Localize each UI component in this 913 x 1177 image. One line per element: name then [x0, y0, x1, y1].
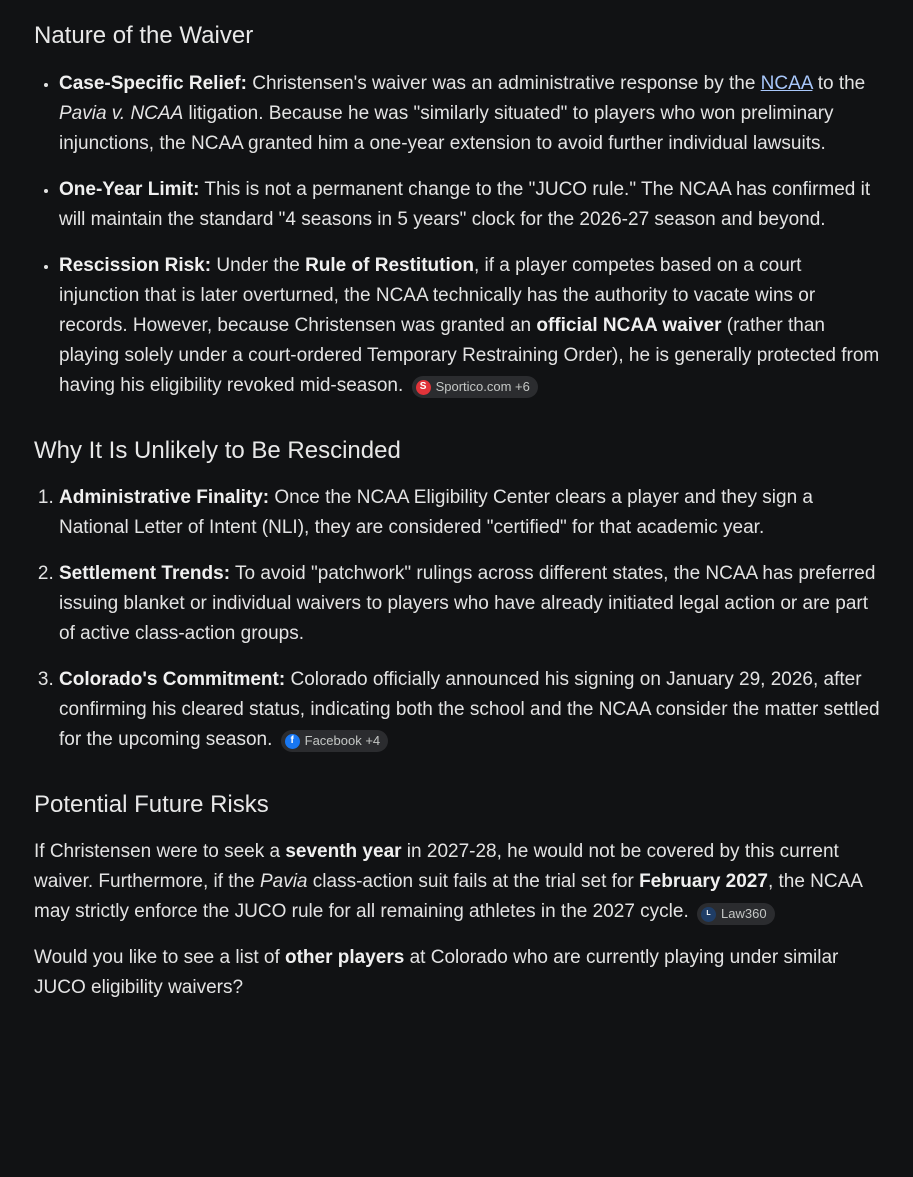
para-text: Would you like to see a list of	[34, 947, 285, 968]
source-chip-sportico[interactable]	[412, 376, 538, 398]
heading-why-unlikely: Why It Is Unlikely to Be Rescinded	[34, 437, 401, 464]
source-chip-law360[interactable]	[697, 903, 775, 925]
bold-term: Rule of Restitution	[305, 255, 474, 276]
item-text: This is not a permanent change to the "JUCO rule." The NCAA has confirmed it will maintain the standard "4 seasons in 5 years" clock for the 2026-27 season and beyond.	[59, 179, 871, 230]
item-title: One-Year Limit:	[59, 179, 200, 200]
item-text: Under the	[211, 255, 306, 276]
list-item	[59, 69, 883, 159]
list-item	[59, 483, 883, 543]
follow-up-question	[34, 943, 883, 1003]
list-item	[59, 665, 883, 755]
chip-label: Facebook +4	[304, 733, 381, 748]
item-title: Administrative Finality:	[59, 487, 270, 508]
item-text: Once the NCAA Eligibility Center clears a player and they sign a National Letter of Intent (NLI), they are considered "certified" for that academic year.	[59, 487, 813, 538]
item-text: To avoid "patchwork" rulings across different states, the NCAA has preferred issuing blanket or individual waivers to players who have already initiated legal action or are part of active class-action groups.	[59, 563, 876, 644]
case-name: Pavia v. NCAA	[59, 103, 184, 124]
item-text: , if a player competes based on a court injunction that is later overturned, the NCAA technically has the authority to vacate wins or records. However, because Christensen was granted an	[59, 255, 816, 336]
para-text: in 2027-28, he would not be covered by this current waiver. Furthermore, if the	[34, 841, 839, 892]
para-text: at Colorado who are currently playing under similar JUCO eligibility waivers?	[34, 947, 839, 998]
item-text: to the	[812, 73, 866, 94]
para-text: class-action suit fails at the trial set for	[307, 871, 640, 892]
bold-term: February 2027	[639, 871, 768, 892]
item-text: Colorado officially announced his signing on January 29, 2026, after confirming his cleared status, indicating both the school and the NCAA consider the matter settled for the upcoming season.	[59, 669, 880, 750]
item-text: litigation. Because he was "similarly situated" to players who won preliminary injunctions, the NCAA granted him a one-year extension to avoid further individual lawsuits.	[59, 103, 834, 154]
heading-future-risks: Potential Future Risks	[34, 791, 269, 818]
ncaa-link[interactable]: NCAA	[760, 73, 813, 94]
para-text: If Christensen were to seek a	[34, 841, 286, 862]
item-text: Christensen's waiver was an administrative response by the	[246, 73, 761, 94]
para-text: , the NCAA may strictly enforce the JUCO rule for all remaining athletes in the 2027 cycle.	[34, 871, 862, 922]
bold-term: official NCAA waiver	[536, 315, 722, 336]
list-item	[59, 175, 883, 235]
item-text: (rather than playing solely under a court-ordered Temporary Restraining Order), he is generally protected from having his eligibility revoked mid-season.	[59, 315, 880, 396]
facebook-icon: f	[285, 734, 300, 749]
chip-label: Law360	[721, 906, 767, 921]
list-item	[59, 559, 883, 649]
bold-term: seventh year	[285, 841, 402, 862]
item-title: Rescission Risk:	[59, 255, 212, 276]
item-title: Settlement Trends:	[59, 563, 231, 584]
law360-icon: L	[701, 907, 716, 922]
sportico-icon: S	[416, 380, 431, 395]
item-title: Colorado's Commitment:	[59, 669, 286, 690]
source-chip-facebook[interactable]	[281, 730, 389, 752]
chip-label: Sportico.com +6	[435, 379, 530, 394]
bold-term: other players	[285, 947, 405, 968]
nature-list	[34, 69, 883, 401]
future-paragraph	[34, 837, 883, 927]
why-list	[34, 483, 883, 755]
heading-nature-of-waiver: Nature of the Waiver	[34, 22, 254, 49]
item-title: Case-Specific Relief:	[59, 73, 247, 94]
list-item	[59, 251, 883, 401]
case-name: Pavia	[259, 871, 308, 892]
